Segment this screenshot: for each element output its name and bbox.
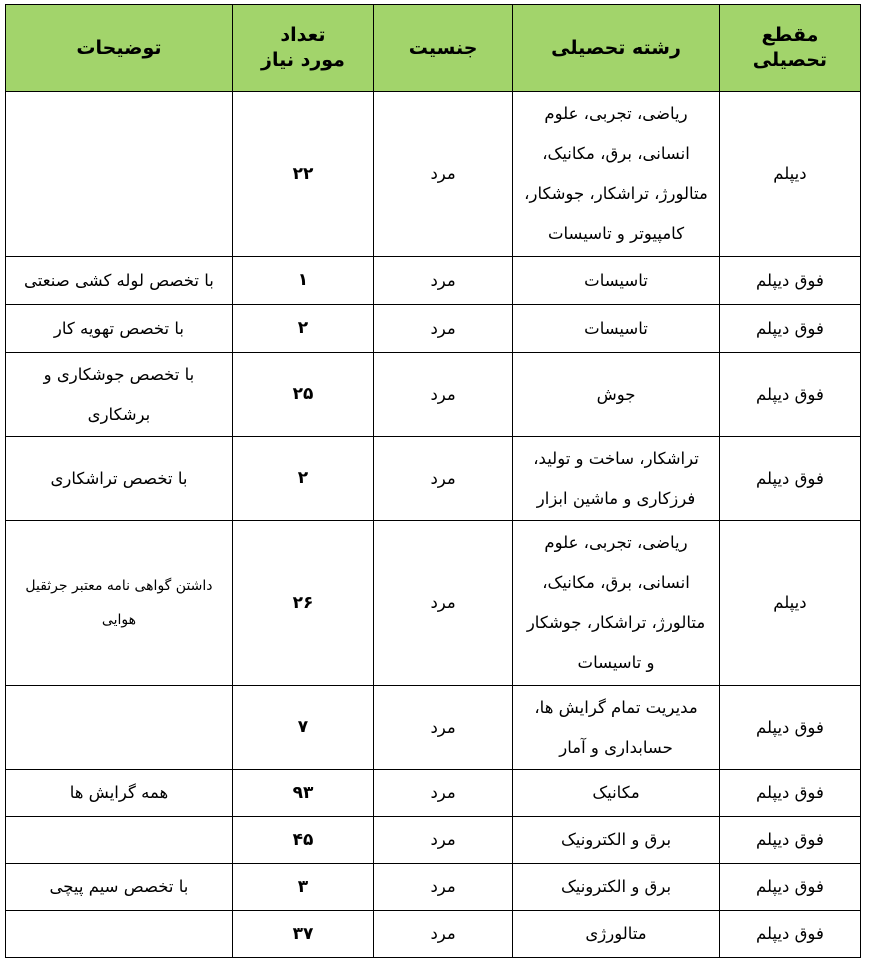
- cell-count: ۲۵: [232, 353, 373, 437]
- cell-level: دیپلم: [719, 92, 860, 257]
- cell-level: فوق دیپلم: [719, 770, 860, 817]
- cell-field: مدیریت تمام گرایش ها، حسابداری و آمار: [513, 686, 720, 770]
- cell-count: ۲: [232, 437, 373, 521]
- table-row: [6, 305, 861, 353]
- table-row: [6, 353, 861, 437]
- cell-field: متالورژی: [513, 911, 720, 958]
- cell-count: ۴۵: [232, 817, 373, 864]
- cell-gender: مرد: [374, 911, 513, 958]
- cell-gender: مرد: [374, 864, 513, 911]
- cell-field: جوش: [513, 353, 720, 437]
- cell-notes: با تخصص لوله کشی صنعتی: [6, 257, 233, 305]
- cell-field: برق و الکترونیک: [513, 817, 720, 864]
- cell-field: ریاضی، تجربی، علوم انسانی، برق، مکانیک، متالورژ، تراشکار، جوشکار و تاسیسات: [513, 521, 720, 686]
- cell-notes: [6, 92, 233, 257]
- cell-notes: با تخصص تهویه کار: [6, 305, 233, 353]
- cell-count: ۱: [232, 257, 373, 305]
- cell-level: دیپلم: [719, 521, 860, 686]
- table-row: [6, 911, 861, 958]
- table-row: [6, 770, 861, 817]
- cell-gender: مرد: [374, 521, 513, 686]
- cell-field: مکانیک: [513, 770, 720, 817]
- cell-level: فوق دیپلم: [719, 817, 860, 864]
- header-count: تعداد مورد نیاز: [232, 5, 373, 92]
- cell-count: ۲: [232, 305, 373, 353]
- cell-level: فوق دیپلم: [719, 686, 860, 770]
- cell-level: فوق دیپلم: [719, 864, 860, 911]
- cell-field: تاسیسات: [513, 305, 720, 353]
- cell-count: ۹۳: [232, 770, 373, 817]
- cell-field: ریاضی، تجربی، علوم انسانی، برق، مکانیک، متالورژ، تراشکار، جوشکار، کامپیوتر و تاسیسات: [513, 92, 720, 257]
- cell-notes: با تخصص سیم پیچی: [6, 864, 233, 911]
- cell-count: ۷: [232, 686, 373, 770]
- cell-gender: مرد: [374, 92, 513, 257]
- header-field: رشته تحصیلی: [513, 5, 720, 92]
- cell-level: فوق دیپلم: [719, 437, 860, 521]
- header-gender: جنسیت: [374, 5, 513, 92]
- table-row: [6, 92, 861, 257]
- table-row: [6, 686, 861, 770]
- header-level: مقطع تحصیلی: [719, 5, 860, 92]
- cell-gender: مرد: [374, 817, 513, 864]
- cell-field: تاسیسات: [513, 257, 720, 305]
- cell-level: فوق دیپلم: [719, 353, 860, 437]
- table-row: [6, 257, 861, 305]
- job-requirements-table: [5, 4, 861, 958]
- cell-count: ۳: [232, 864, 373, 911]
- cell-notes: [6, 686, 233, 770]
- cell-gender: مرد: [374, 437, 513, 521]
- cell-count: ۳۷: [232, 911, 373, 958]
- cell-notes: داشتن گواهی نامه معتبر جرثقیل هوایی: [6, 521, 233, 686]
- table-row: [6, 817, 861, 864]
- job-requirements-table-wrapper: [5, 4, 861, 958]
- cell-level: فوق دیپلم: [719, 257, 860, 305]
- table-row: [6, 521, 861, 686]
- header-notes: توضیحات: [6, 5, 233, 92]
- cell-gender: مرد: [374, 686, 513, 770]
- cell-count: ۲۲: [232, 92, 373, 257]
- cell-count: ۲۶: [232, 521, 373, 686]
- cell-level: فوق دیپلم: [719, 911, 860, 958]
- table-row: [6, 864, 861, 911]
- table-row: [6, 437, 861, 521]
- table-header-row: [6, 5, 861, 92]
- cell-gender: مرد: [374, 305, 513, 353]
- cell-notes: [6, 911, 233, 958]
- cell-notes: با تخصص جوشکاری و برشکاری: [6, 353, 233, 437]
- cell-notes: همه گرایش ها: [6, 770, 233, 817]
- cell-level: فوق دیپلم: [719, 305, 860, 353]
- cell-gender: مرد: [374, 257, 513, 305]
- cell-notes: [6, 817, 233, 864]
- cell-notes: با تخصص تراشکاری: [6, 437, 233, 521]
- cell-field: برق و الکترونیک: [513, 864, 720, 911]
- cell-gender: مرد: [374, 770, 513, 817]
- cell-field: تراشکار، ساخت و تولید، فرزکاری و ماشین ابزار: [513, 437, 720, 521]
- cell-gender: مرد: [374, 353, 513, 437]
